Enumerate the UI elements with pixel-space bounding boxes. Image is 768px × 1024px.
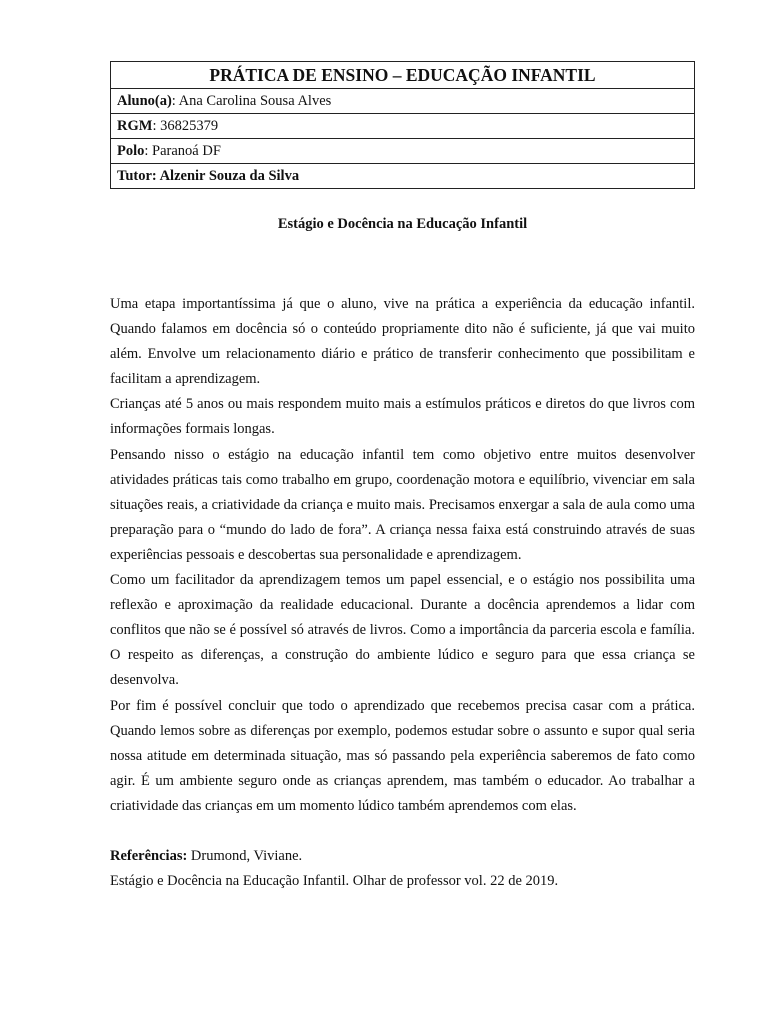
paragraph-1: Uma etapa importantíssima já que o aluno, vive na prática a experiência da educação infantil. Quando falamos em docência só o conteúdo propriamente dito não é suficiente, já que vai muito além. Envolve um relacionamento diário e prático de transferir conhecimento que possibilitam e facilitam a aprendizagem.	[110, 296, 695, 388]
rgm-label: RGM	[117, 118, 153, 134]
header-table	[110, 61, 695, 189]
document-page	[110, 61, 695, 894]
references-section	[110, 844, 695, 894]
paragraph-4: Como um facilitador da aprendizagem temos um papel essencial, e o estágio nos possibilita uma reflexão e aproximação da realidade educacional. Durante a docência aprendemos a lidar com conflitos que não se é possível só através de livros. Como a importância da parceria escola e família. O respeito as diferenças, a construção do ambiente lúdico e seguro para que essa criança se desenvolva.	[110, 572, 695, 689]
paragraph-3: Pensando nisso o estágio na educação infantil tem como objetivo entre muitos desenvolver atividades práticas tais como trabalho em grupo, coordenação motora e equilíbrio, vivenciar em sala situações reais, a criatividade da criança e muito mais. Precisamos enxergar a sala de aula como uma preparação para o “mundo do lado de fora”. A criança nessa faixa está construindo através de suas experiências pessoais e descobertas sua personalidade e aprendizagem.	[110, 446, 695, 563]
student-row	[111, 89, 695, 114]
references-source: Estágio e Docência na Educação Infantil. Olhar de professor vol. 22 de 2019.	[110, 872, 559, 889]
references-line	[110, 844, 695, 869]
polo-value: : Paranoá DF	[144, 143, 221, 159]
rgm-cell	[111, 114, 695, 139]
course-title: PRÁTICA DE ENSINO – EDUCAÇÃO INFANTIL	[111, 62, 695, 89]
student-name: : Ana Carolina Sousa Alves	[171, 93, 332, 109]
polo-cell	[111, 139, 695, 164]
header-title-row	[111, 62, 695, 89]
student-label: Aluno(a)	[117, 93, 172, 109]
paragraph-5: Por fim é possível concluir que todo o aprendizado que recebemos precisa casar com a prática. Quando lemos sobre as diferenças por exemplo, podemos estudar sobre o assunto e supor qual seria nossa atitude em determinada situação, mas só passando pela experiência saberemos de fato como agir. É um ambiente seguro onde as crianças aprendem, mas também o educador. Ao trabalhar a criatividade das crianças em um momento lúdico também aprendemos com elas.	[110, 697, 695, 814]
paragraph-2: Crianças até 5 anos ou mais respondem muito mais a estímulos práticos e diretos do que livros com informações formais longas.	[110, 396, 695, 438]
document-title: Estágio e Docência na Educação Infantil	[277, 216, 528, 232]
rgm-value: : 36825379	[152, 118, 219, 134]
polo-row	[111, 139, 695, 164]
student-cell	[111, 89, 695, 114]
references-author: Drumond, Viviane.	[187, 847, 303, 864]
tutor-cell: Tutor: Alzenir Souza da Silva	[111, 164, 695, 189]
tutor-row	[111, 164, 695, 189]
polo-label: Polo	[117, 143, 145, 159]
references-label: Referências:	[110, 847, 188, 864]
rgm-row	[111, 114, 695, 139]
document-body	[110, 292, 695, 819]
